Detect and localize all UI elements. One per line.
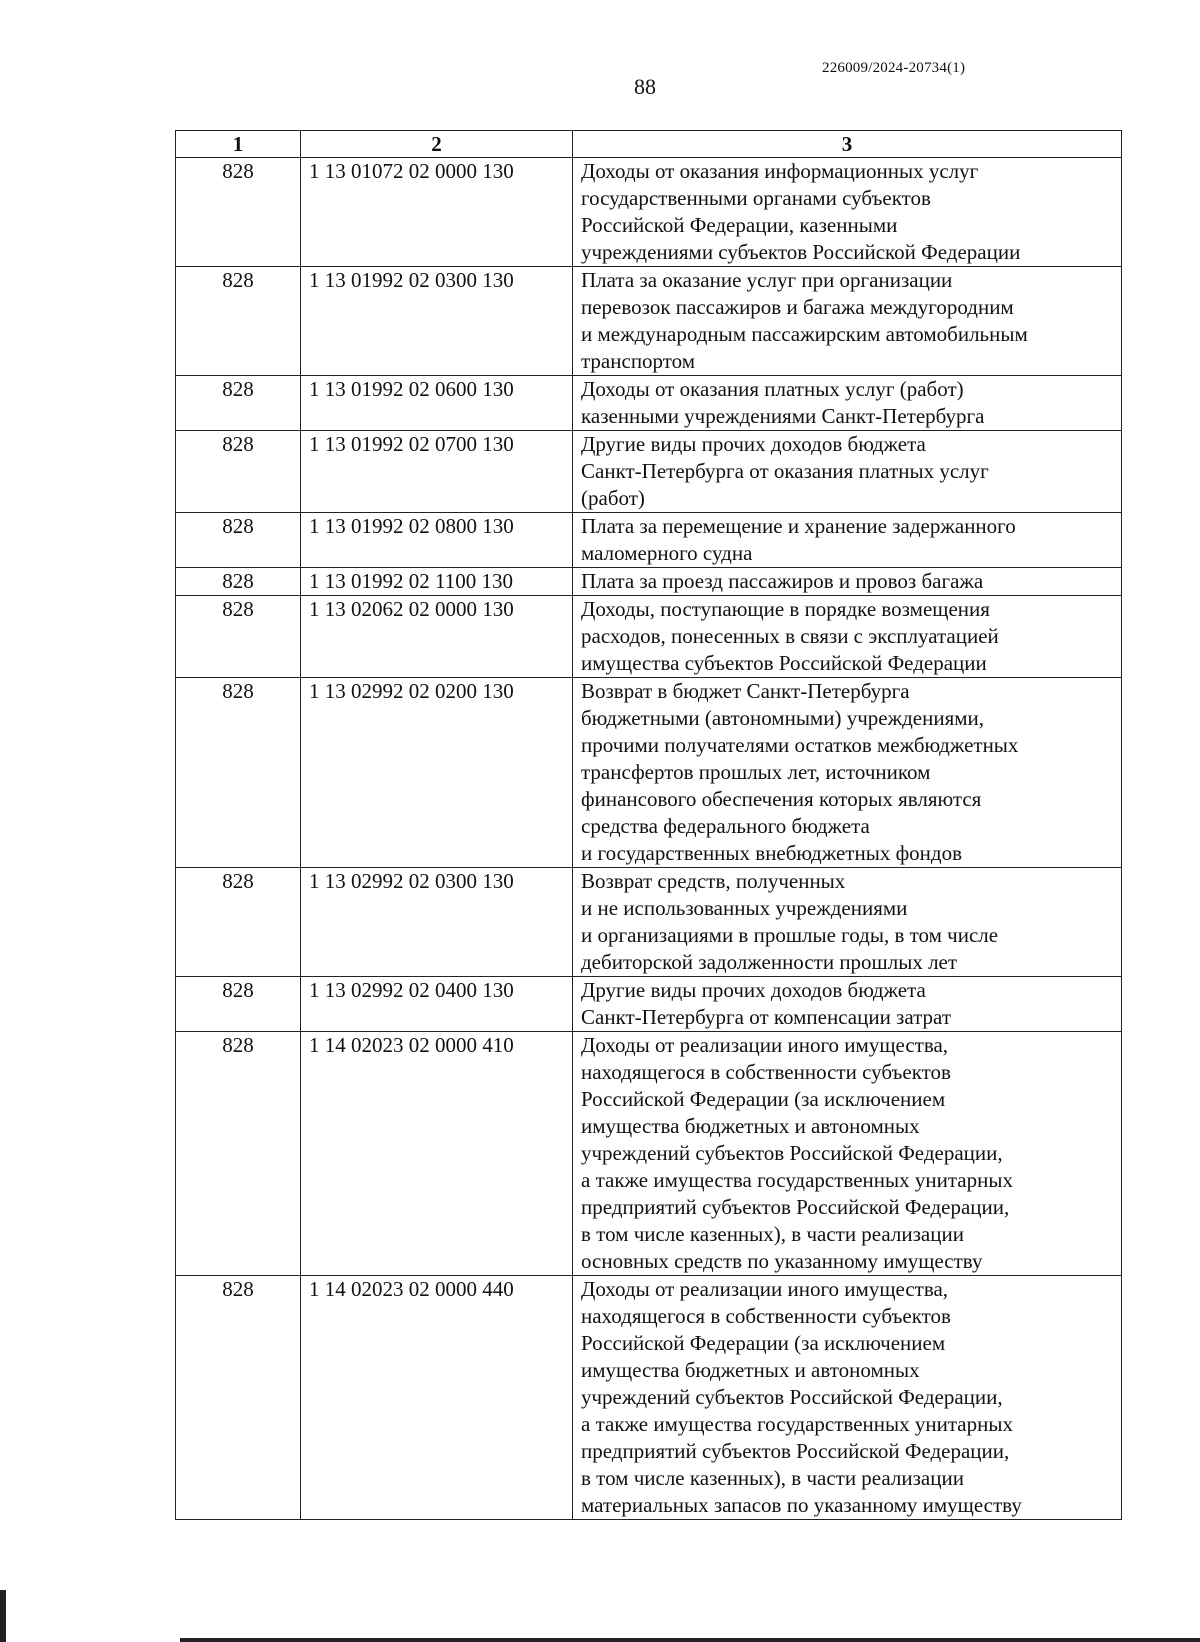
revenue-name-cell (573, 376, 1122, 431)
revenue-name-line: и организациями в прошлые годы, в том числе (581, 923, 999, 947)
revenue-name-line: учреждений субъектов Российской Федерации, (581, 1385, 1003, 1409)
revenue-name-line: казенными учреждениями Санкт-Петербурга (581, 404, 985, 428)
table-row (176, 678, 1122, 868)
revenue-name-line: Доходы от оказания платных услуг (работ) (581, 377, 964, 401)
revenue-name-cell (573, 513, 1122, 568)
budget-code-cell: 1 13 01992 02 0800 130 (301, 513, 573, 568)
revenue-name-line: находящегося в собственности субъектов (581, 1304, 951, 1328)
admin-code-cell: 828 (176, 678, 301, 868)
budget-code-cell: 1 14 02023 02 0000 410 (301, 1032, 573, 1276)
revenue-name-line: государственными органами субъектов (581, 186, 931, 210)
revenue-name-line: расходов, понесенных в связи с эксплуатацией (581, 624, 999, 648)
revenue-name-cell (573, 977, 1122, 1032)
column-header-3: 3 (573, 131, 1122, 158)
admin-code-cell: 828 (176, 513, 301, 568)
revenue-name-line: Санкт-Петербурга от компенсации затрат (581, 1005, 952, 1029)
revenue-name-line: Доходы от реализации иного имущества, (581, 1033, 949, 1057)
revenue-name-line: перевозок пассажиров и багажа междугородним (581, 295, 1014, 319)
revenue-name-line: в том числе казенных), в части реализации (581, 1222, 964, 1246)
revenue-name-cell (573, 1276, 1122, 1520)
revenue-name-line: Другие виды прочих доходов бюджета (581, 978, 926, 1002)
revenue-name-line: предприятий субъектов Российской Федерации, (581, 1439, 1010, 1463)
revenue-name-line: а также имущества государственных унитарных (581, 1168, 1013, 1192)
table-row (176, 376, 1122, 431)
revenue-name-line: Российской Федерации (за исключением (581, 1331, 946, 1355)
table-row (176, 431, 1122, 513)
revenue-codes-table (175, 130, 1122, 1520)
table-header-row (176, 131, 1122, 158)
revenue-name-line: дебиторской задолженности прошлых лет (581, 950, 958, 974)
revenue-name-line: Плата за оказание услуг при организации (581, 268, 953, 292)
revenue-name-line: находящегося в собственности субъектов (581, 1060, 951, 1084)
revenue-name-cell (573, 1032, 1122, 1276)
admin-code-cell: 828 (176, 376, 301, 431)
revenue-name-line: в том числе казенных), в части реализации (581, 1466, 964, 1490)
revenue-name-line: имущества бюджетных и автономных (581, 1114, 920, 1138)
table-row (176, 977, 1122, 1032)
admin-code-cell: 828 (176, 868, 301, 977)
admin-code-cell: 828 (176, 1276, 301, 1520)
column-header-2: 2 (301, 131, 573, 158)
table-row (176, 513, 1122, 568)
revenue-name-line: трансфертов прошлых лет, источником (581, 760, 931, 784)
admin-code-cell: 828 (176, 977, 301, 1032)
budget-code-cell: 1 13 01992 02 0700 130 (301, 431, 573, 513)
budget-code-cell: 1 13 01072 02 0000 130 (301, 158, 573, 267)
revenue-name-line: и не использованных учреждениями (581, 896, 908, 920)
budget-code-cell: 1 13 02992 02 0200 130 (301, 678, 573, 868)
revenue-name-line: Доходы, поступающие в порядке возмещения (581, 597, 990, 621)
revenue-name-cell (573, 678, 1122, 868)
document-id: 226009/2024-20734(1) (822, 60, 966, 76)
scan-bottom-edge (180, 1638, 1200, 1642)
revenue-name-line: Плата за проезд пассажиров и провоз багажа (581, 569, 984, 593)
revenue-name-line: финансового обеспечения которых являются (581, 787, 982, 811)
table-row (176, 1032, 1122, 1276)
revenue-name-line: Доходы от реализации иного имущества, (581, 1277, 949, 1301)
revenue-name-line: маломерного судна (581, 541, 753, 565)
revenue-name-line: (работ) (581, 486, 645, 510)
revenue-name-line: прочими получателями остатков межбюджетных (581, 733, 1019, 757)
revenue-name-line: и международным пассажирским автомобильным (581, 322, 1028, 346)
column-header-1: 1 (176, 131, 301, 158)
table-row (176, 267, 1122, 376)
revenue-name-line: имущества субъектов Российской Федерации (581, 651, 987, 675)
table-row (176, 868, 1122, 977)
revenue-name-line: средства федерального бюджета (581, 814, 870, 838)
admin-code-cell: 828 (176, 1032, 301, 1276)
scan-margin-line (0, 1590, 6, 1642)
admin-code-cell: 828 (176, 596, 301, 678)
admin-code-cell: 828 (176, 431, 301, 513)
revenue-name-cell (573, 868, 1122, 977)
revenue-name-line: Доходы от оказания информационных услуг (581, 159, 979, 183)
budget-code-cell: 1 13 02062 02 0000 130 (301, 596, 573, 678)
revenue-name-cell (573, 158, 1122, 267)
revenue-name-line: Другие виды прочих доходов бюджета (581, 432, 926, 456)
budget-code-cell: 1 13 02992 02 0300 130 (301, 868, 573, 977)
revenue-name-line: Российской Федерации, казенными (581, 213, 898, 237)
revenue-name-line: имущества бюджетных и автономных (581, 1358, 920, 1382)
revenue-name-cell (573, 267, 1122, 376)
revenue-name-line: Возврат средств, полученных (581, 869, 846, 893)
revenue-name-line: Плата за перемещение и хранение задержанного (581, 514, 1016, 538)
table-row (176, 158, 1122, 267)
revenue-name-line: предприятий субъектов Российской Федерации, (581, 1195, 1010, 1219)
budget-code-cell: 1 14 02023 02 0000 440 (301, 1276, 573, 1520)
page-number: 88 (634, 74, 656, 99)
revenue-name-line: бюджетными (автономными) учреждениями, (581, 706, 985, 730)
admin-code-cell: 828 (176, 568, 301, 596)
budget-code-cell: 1 13 02992 02 0400 130 (301, 977, 573, 1032)
revenue-name-line: Санкт-Петербурга от оказания платных услуг (581, 459, 989, 483)
revenue-name-line: транспортом (581, 349, 696, 373)
budget-code-cell: 1 13 01992 02 1100 130 (301, 568, 573, 596)
revenue-name-cell (573, 568, 1122, 596)
budget-code-cell: 1 13 01992 02 0600 130 (301, 376, 573, 431)
revenue-name-line: Возврат в бюджет Санкт-Петербурга (581, 679, 910, 703)
revenue-name-line: материальных запасов по указанному имуществу (581, 1493, 1022, 1517)
revenue-name-cell (573, 431, 1122, 513)
revenue-name-cell (573, 596, 1122, 678)
table-row (176, 568, 1122, 596)
table-row (176, 596, 1122, 678)
table-row (176, 1276, 1122, 1520)
admin-code-cell: 828 (176, 267, 301, 376)
revenue-name-line: и государственных внебюджетных фондов (581, 841, 963, 865)
budget-code-cell: 1 13 01992 02 0300 130 (301, 267, 573, 376)
revenue-name-line: основных средств по указанному имуществу (581, 1249, 983, 1273)
revenue-name-line: Российской Федерации (за исключением (581, 1087, 946, 1111)
admin-code-cell: 828 (176, 158, 301, 267)
revenue-name-line: а также имущества государственных унитарных (581, 1412, 1013, 1436)
table-body (176, 158, 1122, 1520)
revenue-name-line: учреждениями субъектов Российской Федерации (581, 240, 1021, 264)
revenue-name-line: учреждений субъектов Российской Федерации, (581, 1141, 1003, 1165)
